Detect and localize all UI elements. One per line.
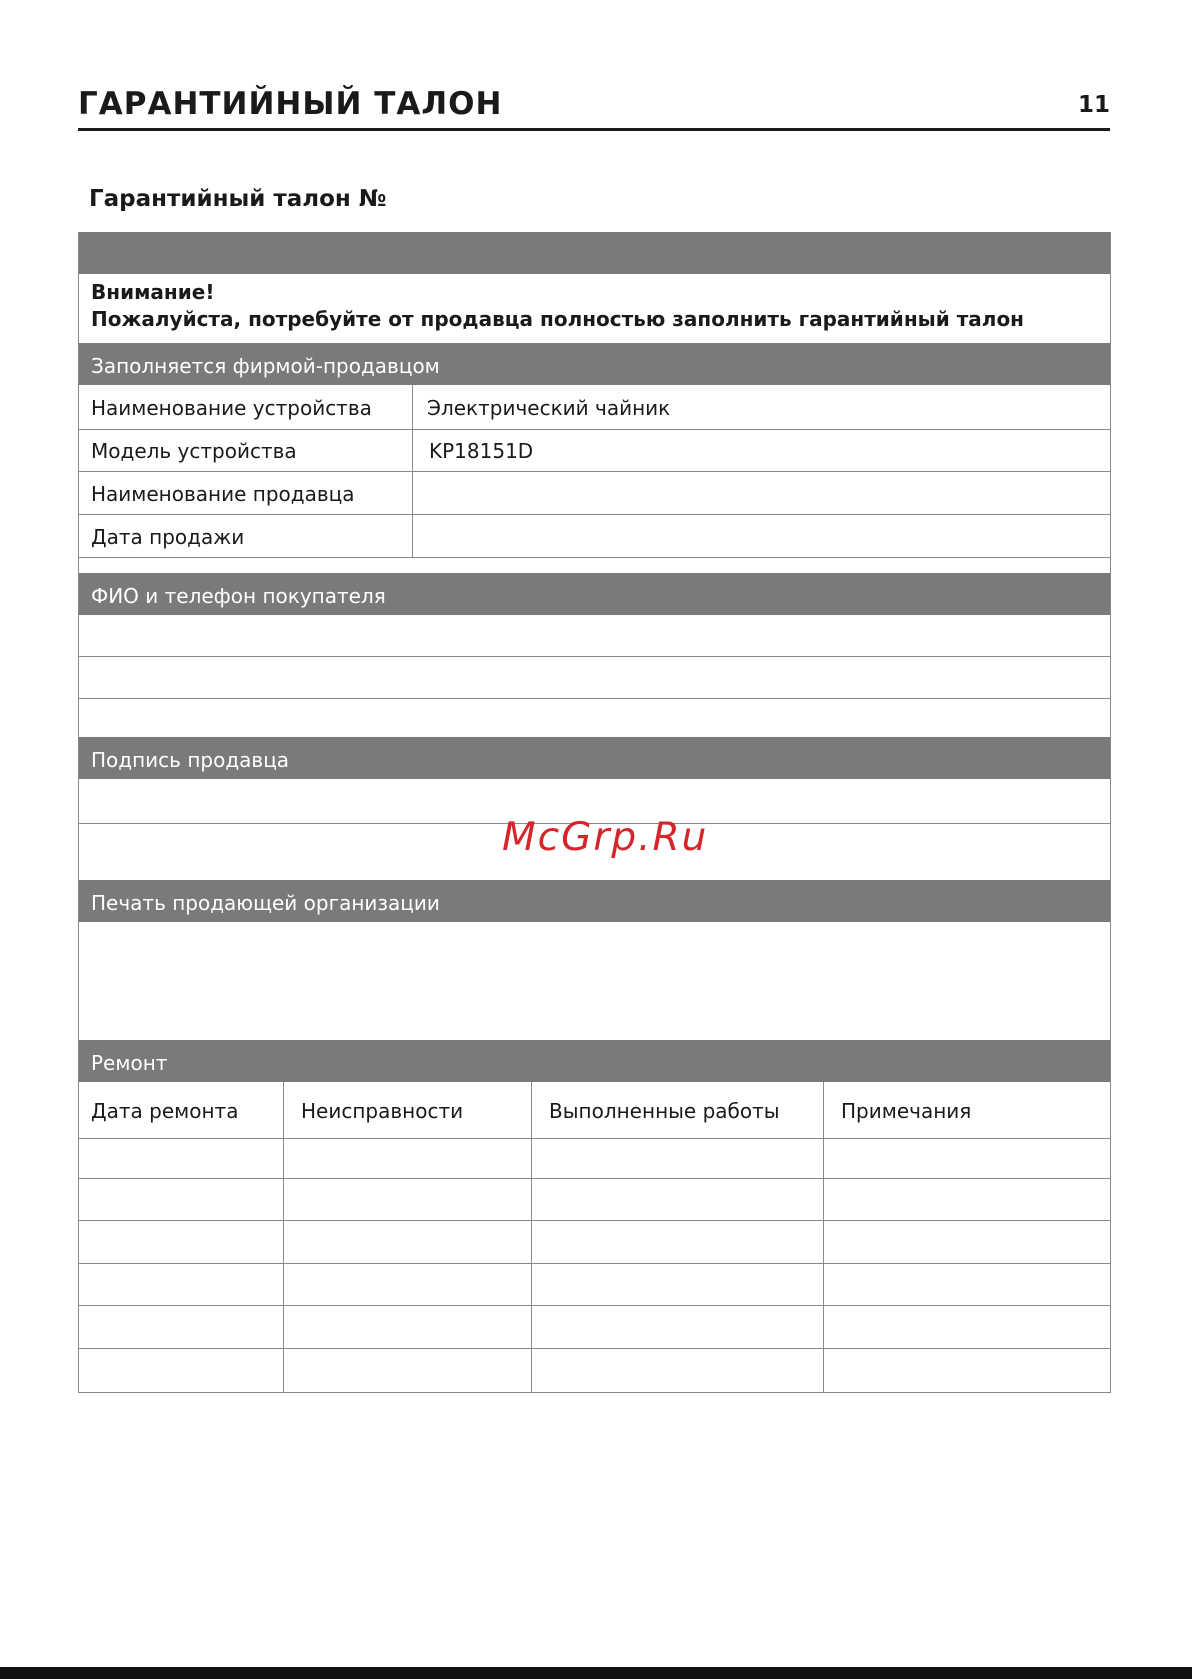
coupon-title: Гарантийный талон №	[89, 186, 387, 212]
repair-row-divider	[79, 1220, 1110, 1221]
device-name-value: Электрический чайник	[427, 396, 671, 420]
sale-date-label: Дата продажи	[91, 525, 245, 549]
repair-col-date: Дата ремонта	[91, 1099, 239, 1123]
repair-column-divider	[531, 1082, 532, 1392]
repair-column-divider	[283, 1082, 284, 1392]
device-model-label: Модель устройства	[91, 439, 297, 463]
seller-name-label: Наименование продавца	[91, 482, 355, 506]
repair-col-works: Выполненные работы	[549, 1099, 780, 1123]
repair-row-divider	[79, 1348, 1110, 1349]
row-divider	[79, 698, 1110, 699]
page-header	[78, 80, 1110, 131]
row-divider	[79, 557, 1110, 558]
repair-column-divider	[823, 1082, 824, 1392]
signature-section-header	[79, 737, 1110, 779]
page-title: ГАРАНТИЙНЫЙ ТАЛОН	[78, 86, 503, 122]
seller-section-header	[79, 343, 1110, 385]
repair-section-title: Ремонт	[91, 1051, 168, 1075]
stamp-section-title: Печать продающей организации	[91, 891, 440, 915]
row-divider	[79, 429, 1110, 430]
row-divider	[79, 471, 1110, 472]
device-name-label: Наименование устройства	[91, 396, 372, 420]
stamp-section-header	[79, 880, 1110, 922]
warning-line-1: Внимание!	[91, 280, 215, 304]
watermark-logo: McGrp.Ru	[502, 815, 709, 860]
buyer-section-header	[79, 573, 1110, 615]
repair-row-divider	[79, 1138, 1110, 1139]
repair-row-divider	[79, 1305, 1110, 1306]
buyer-section-title: ФИО и телефон покупателя	[91, 584, 386, 608]
warning-text	[91, 279, 1024, 333]
repair-row-divider	[79, 1178, 1110, 1179]
repair-row-divider	[79, 1263, 1110, 1264]
signature-section-title: Подпись продавца	[91, 748, 290, 772]
device-model-value: KP18151D	[429, 439, 534, 463]
page-number: 11	[1077, 92, 1110, 118]
row-divider	[79, 656, 1110, 657]
repair-section-header	[79, 1040, 1110, 1082]
repair-col-notes: Примечания	[841, 1099, 972, 1123]
footer-bar	[0, 1667, 1192, 1679]
top-band	[79, 232, 1110, 274]
warning-line-2: Пожалуйста, потребуйте от продавца полностью заполнить гарантийный талон	[91, 307, 1024, 331]
row-divider	[79, 514, 1110, 515]
warranty-card	[78, 232, 1111, 1393]
repair-col-faults: Неисправности	[301, 1099, 464, 1123]
column-divider	[412, 385, 413, 557]
seller-section-title: Заполняется фирмой-продавцом	[91, 354, 440, 378]
